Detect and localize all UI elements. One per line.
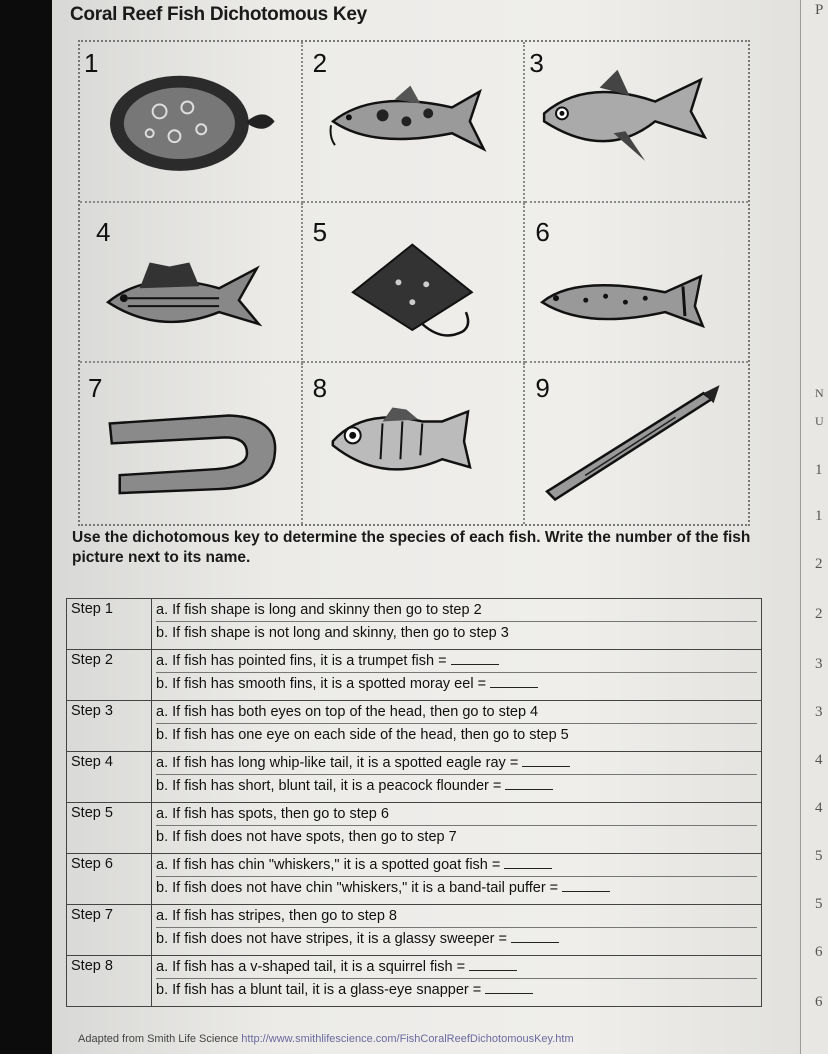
edge-glyph: 2 xyxy=(815,606,823,622)
answer-blank[interactable] xyxy=(485,981,533,994)
option-text: b. If fish has a blunt tail, it is a glass-eye snapper = xyxy=(156,982,482,998)
edge-glyph: P xyxy=(815,2,824,18)
fish-number: 5 xyxy=(312,216,328,247)
option-text: b. If fish does not have chin "whiskers," it is a band-tail puffer = xyxy=(156,880,559,896)
edge-glyph: 3 xyxy=(815,704,823,720)
spotted-goat-fish-icon xyxy=(303,42,524,201)
step-options xyxy=(152,701,762,752)
answer-blank[interactable] xyxy=(490,675,538,688)
edge-glyph: 6 xyxy=(815,994,823,1010)
option-text: a. If fish has a v-shaped tail, it is a squirrel fish = xyxy=(156,959,466,975)
key-step-row xyxy=(67,650,762,701)
fish-number: 7 xyxy=(88,373,103,404)
fish-cell xyxy=(525,363,748,524)
fish-number: 8 xyxy=(312,373,328,404)
edge-glyph: 3 xyxy=(815,656,823,672)
option-a xyxy=(156,803,757,825)
option-text: b. If fish has short, blunt tail, it is a peacock flounder = xyxy=(156,778,502,794)
step-label: Step 8 xyxy=(67,956,152,1007)
spotted-eagle-ray-icon xyxy=(303,203,524,362)
band-tail-puffer-icon xyxy=(525,203,748,362)
step-options xyxy=(152,803,762,854)
source-credit-prefix: Adapted from Smith Life Science xyxy=(78,1033,239,1045)
step-label: Step 6 xyxy=(67,854,152,905)
answer-blank[interactable] xyxy=(562,879,610,892)
option-b xyxy=(156,723,757,746)
fish-cell xyxy=(80,42,303,203)
option-a xyxy=(156,752,757,774)
fish-number: 3 xyxy=(529,48,544,78)
glassy-sweeper-icon xyxy=(525,42,748,201)
option-b xyxy=(156,876,757,899)
option-b xyxy=(156,774,757,797)
step-options xyxy=(152,905,762,956)
key-step-row xyxy=(67,701,762,752)
edge-glyph: N xyxy=(815,386,824,400)
option-a xyxy=(156,701,757,723)
edge-glyph: 4 xyxy=(815,752,823,768)
answer-blank[interactable] xyxy=(522,754,570,767)
option-b xyxy=(156,927,757,950)
fish-cell xyxy=(525,203,748,364)
fish-cell xyxy=(80,363,303,524)
option-a xyxy=(156,956,757,978)
fish-cell xyxy=(303,203,526,364)
step-options xyxy=(152,599,762,650)
key-step-row xyxy=(67,905,762,956)
step-label: Step 1 xyxy=(67,599,152,650)
key-step-row xyxy=(67,854,762,905)
dichotomous-key-table xyxy=(66,598,762,1007)
trumpet-fish-icon xyxy=(525,363,748,524)
option-text: a. If fish has long whip-like tail, it is a spotted eagle ray = xyxy=(156,755,519,771)
page-title: Coral Reef Fish Dichotomous Key xyxy=(70,4,367,25)
step-label: Step 3 xyxy=(67,701,152,752)
fish-number: 4 xyxy=(96,216,111,247)
edge-glyph: 6 xyxy=(815,944,823,960)
peacock-flounder-icon xyxy=(80,42,301,201)
key-step-row xyxy=(67,752,762,803)
fish-cell xyxy=(303,363,526,524)
edge-glyph: 4 xyxy=(815,800,823,816)
option-text: b. If fish has one eye on each side of the head, then go to step 5 xyxy=(156,727,569,743)
edge-glyph: 2 xyxy=(815,556,823,572)
answer-blank[interactable] xyxy=(504,856,552,869)
key-step-row xyxy=(67,956,762,1007)
step-label: Step 4 xyxy=(67,752,152,803)
fish-cell xyxy=(80,203,303,364)
step-label: Step 7 xyxy=(67,905,152,956)
fish-number: 9 xyxy=(535,373,550,404)
squirrel-fish-icon xyxy=(80,203,301,362)
option-text: b. If fish does not have stripes, it is a glassy sweeper = xyxy=(156,931,507,947)
source-url-link[interactable]: http://www.smithlifescience.com/FishCoralReefDichotomousKey.htm xyxy=(241,1033,574,1045)
glass-eye-snapper-icon xyxy=(303,363,524,524)
key-step-row xyxy=(67,803,762,854)
option-text: a. If fish has pointed fins, it is a trumpet fish = xyxy=(156,653,447,669)
option-b xyxy=(156,621,757,644)
step-options xyxy=(152,854,762,905)
edge-glyph: 5 xyxy=(815,848,823,864)
option-b xyxy=(156,825,757,848)
edge-glyph: 1 xyxy=(815,462,823,478)
option-text: b. If fish shape is not long and skinny, then go to step 3 xyxy=(156,625,509,641)
option-a xyxy=(156,854,757,876)
answer-blank[interactable] xyxy=(469,958,517,971)
fish-picture-grid xyxy=(78,40,750,526)
answer-blank[interactable] xyxy=(451,652,499,665)
option-text: a. If fish has both eyes on top of the head, then go to step 4 xyxy=(156,704,539,720)
option-a xyxy=(156,599,757,621)
option-text: a. If fish has spots, then go to step 6 xyxy=(156,806,389,822)
option-text: a. If fish has chin "whiskers," it is a spotted goat fish = xyxy=(156,857,501,873)
spotted-moray-eel-icon xyxy=(80,363,301,524)
step-label: Step 2 xyxy=(67,650,152,701)
option-text: b. If fish has smooth fins, it is a spotted moray eel = xyxy=(156,676,487,692)
option-text: a. If fish shape is long and skinny then go to step 2 xyxy=(156,602,482,618)
fish-number: 2 xyxy=(312,48,328,78)
edge-glyph: 1 xyxy=(815,508,823,524)
edge-glyph: 5 xyxy=(815,896,823,912)
option-b xyxy=(156,978,757,1001)
step-options xyxy=(152,752,762,803)
fish-number: 6 xyxy=(535,216,550,247)
instructions-text: Use the dichotomous key to determine the species of each fish. Write the number of the fish picture next to its name. xyxy=(72,529,751,566)
answer-blank[interactable] xyxy=(511,930,559,943)
adjacent-page-edge xyxy=(800,0,828,1054)
step-options xyxy=(152,956,762,1007)
answer-blank[interactable] xyxy=(505,777,553,790)
option-b xyxy=(156,672,757,695)
source-credit xyxy=(78,1033,574,1045)
fish-cell xyxy=(525,42,748,203)
fish-cell xyxy=(303,42,526,203)
step-label: Step 5 xyxy=(67,803,152,854)
option-a xyxy=(156,650,757,672)
key-step-row xyxy=(67,599,762,650)
option-a xyxy=(156,905,757,927)
option-text: b. If fish does not have spots, then go to step 7 xyxy=(156,829,457,845)
step-options xyxy=(152,650,762,701)
fish-number: 1 xyxy=(84,48,99,78)
edge-glyph: U xyxy=(815,414,824,428)
option-text: a. If fish has stripes, then go to step 8 xyxy=(156,908,397,924)
